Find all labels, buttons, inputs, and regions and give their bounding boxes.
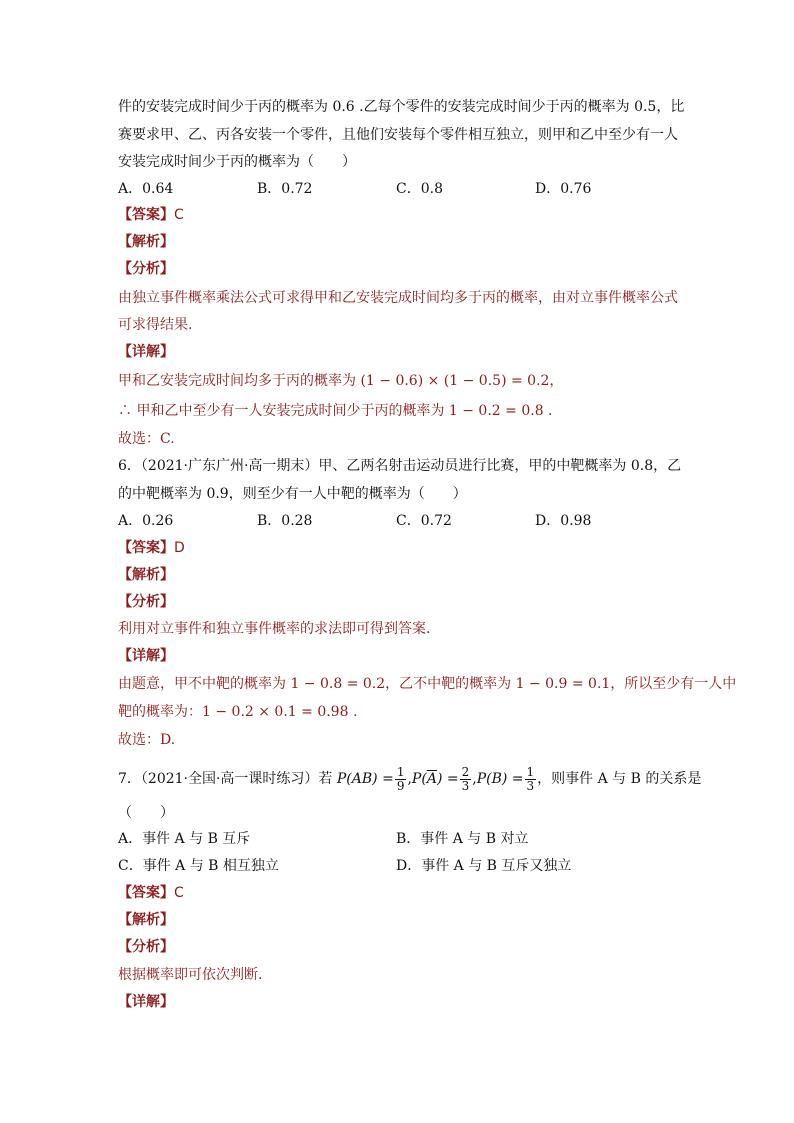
q7-answer bbox=[118, 884, 184, 902]
q5-option-b: B．0.72 bbox=[257, 181, 313, 197]
q7-option-d: D．事件 A 与 B 互斥又独立 bbox=[396, 858, 572, 874]
q7-frac-ab bbox=[395, 766, 407, 793]
q6-xiangjie-line-2: 靶的概率为：1 − 0.2 × 0.1 = 0.98 . bbox=[118, 704, 358, 720]
jiexi-tag: 【解析】 bbox=[118, 567, 174, 583]
frac-num: 2 bbox=[461, 764, 470, 779]
q7-stem-line-1: 7．（2021·全国·高一课时练习）若 P(AB) = $\frac{1}{9}$ $,P(\overline{A})$ = $\frac{2}{3}$ ,P(B) = $\frac{1}{3}$ ，则事件 A 与 B 的关系是 bbox=[118, 764, 702, 793]
jiexi-tag: 【解析】 bbox=[118, 912, 174, 928]
q7-jiexi bbox=[118, 911, 174, 929]
q5-fenxi-line-1: 由独立事件概率乘法公式可求得甲和乙安装完成时间均多于丙的概率，由对立事件概率公式 bbox=[118, 290, 678, 306]
q6-option-d: D．0.98 bbox=[535, 513, 592, 529]
q6-option-c: C．0.72 bbox=[396, 513, 452, 529]
q5-option-c: C．0.8 bbox=[396, 181, 443, 197]
q6-answer bbox=[118, 539, 185, 557]
q5-stem-line-3: 安装完成时间少于丙的概率为（ ） bbox=[118, 154, 356, 170]
q5-stem-line-1: 件的安装完成时间少于丙的概率为 0.6 .乙每个零件的安装完成时间少于丙的概率为 0.5，比 bbox=[118, 99, 685, 115]
answer-value: D bbox=[174, 540, 185, 556]
fenxi-tag: 【分析】 bbox=[118, 939, 174, 955]
q6-jiexi bbox=[118, 566, 174, 584]
xiangjie-tag: 【详解】 bbox=[118, 648, 174, 664]
q6-fenxi bbox=[118, 593, 174, 611]
q7-option-c: C．事件 A 与 B 相互独立 bbox=[118, 858, 279, 874]
q6-stem-line-1: 6．（2021·广东广州·高一期末）甲、乙两名射击运动员进行比赛，甲的中靶概率为 0.8，乙 bbox=[118, 458, 682, 474]
q6-xiangjie bbox=[118, 647, 174, 665]
frac-den: 3 bbox=[526, 778, 535, 793]
q5-conclusion: 故选：C. bbox=[118, 431, 175, 447]
q7-stem-line-2: （ ） bbox=[118, 805, 174, 821]
q7-frac-b bbox=[525, 766, 537, 793]
q5-xiangjie-line-2: ∴ 甲和乙中至少有一人安装完成时间少于丙的概率为 1 − 0.2 = 0.8 . bbox=[118, 403, 553, 419]
q5-answer bbox=[118, 206, 184, 224]
q7-stem-prefix: 7．（2021·全国·高一课时练习）若 bbox=[118, 771, 337, 787]
frac-num: 1 bbox=[396, 764, 405, 779]
xiangjie-tag: 【详解】 bbox=[118, 344, 174, 360]
q7-option-b: B．事件 A 与 B 对立 bbox=[396, 831, 529, 847]
q7-fenxi bbox=[118, 938, 174, 956]
q7-xiangjie bbox=[118, 993, 174, 1011]
q6-option-b: B．0.28 bbox=[257, 513, 313, 529]
q6-conclusion: 故选：D. bbox=[118, 732, 176, 748]
q7-p-not-a: $P(\overline{A})$ = bbox=[411, 771, 459, 787]
q5-option-d: D．0.76 bbox=[535, 181, 592, 197]
frac-den: 9 bbox=[396, 778, 405, 793]
q7-stem-suffix: ，则事件 A 与 B 的关系是 bbox=[537, 771, 702, 787]
q6-fenxi-line-1: 利用对立事件和独立事件概率的求法即可得到答案. bbox=[118, 621, 431, 637]
q5-xiangjie bbox=[118, 343, 174, 361]
q5-fenxi bbox=[118, 260, 174, 278]
frac-num: 1 bbox=[526, 764, 535, 779]
answer-tag: 【答案】 bbox=[118, 885, 174, 901]
q5-jiexi bbox=[118, 233, 174, 251]
answer-value: C bbox=[174, 207, 184, 223]
q5-xiangjie-line-1: 甲和乙安装完成时间均多于丙的概率为 (1 − 0.6) × (1 − 0.5) = 0.2， bbox=[118, 373, 564, 389]
q6-xiangjie-line-1: 由题意，甲不中靶的概率为 1 − 0.8 = 0.2，乙不中靶的概率为 1 − 0.9 = 0.1，所以至少有一人中 bbox=[118, 676, 737, 692]
q7-option-a: A．事件 A 与 B 互斥 bbox=[118, 831, 251, 847]
q5-stem-line-2: 赛要求甲、乙、丙各安装一个零件，且他们安装每个零件相互独立，则甲和乙中至少有一人 bbox=[118, 127, 678, 143]
xiangjie-tag: 【详解】 bbox=[118, 994, 174, 1010]
answer-tag: 【答案】 bbox=[118, 540, 174, 556]
q7-fenxi-line-1: 根据概率即可依次判断. bbox=[118, 967, 263, 983]
fenxi-tag: 【分析】 bbox=[118, 261, 174, 277]
q5-option-a: A．0.64 bbox=[118, 181, 174, 197]
q7-frac-not-a bbox=[460, 766, 472, 793]
frac-den: 3 bbox=[461, 778, 470, 793]
q7-p-b: P(B) = bbox=[476, 771, 524, 787]
fenxi-tag: 【分析】 bbox=[118, 594, 174, 610]
answer-tag: 【答案】 bbox=[118, 207, 174, 223]
q6-option-a: A．0.26 bbox=[118, 513, 174, 529]
q5-fenxi-line-2: 可求得结果. bbox=[118, 317, 193, 333]
answer-value: C bbox=[174, 885, 184, 901]
q6-stem-line-2: 的中靶概率为 0.9，则至少有一人中靶的概率为（ ） bbox=[118, 486, 467, 502]
jiexi-tag: 【解析】 bbox=[118, 234, 174, 250]
q7-p-ab: P(AB) = bbox=[336, 771, 394, 787]
